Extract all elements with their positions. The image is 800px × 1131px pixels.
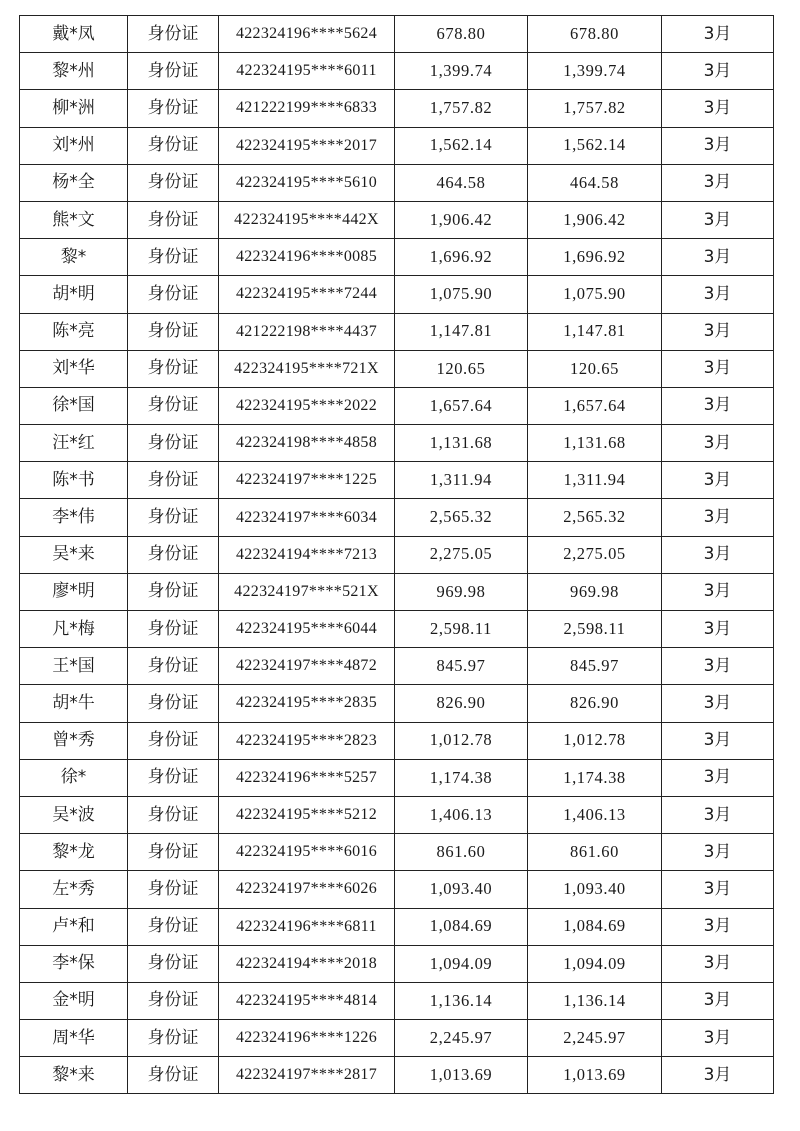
id-number-cell: 422324196****0085 bbox=[219, 239, 395, 276]
month-cell: 3月 bbox=[662, 350, 774, 387]
amount-cell: 1,131.68 bbox=[395, 425, 528, 462]
amount-cell: 1,906.42 bbox=[395, 201, 528, 238]
id-number-cell: 422324194****7213 bbox=[219, 536, 395, 573]
id-number-cell: 422324195****721X bbox=[219, 350, 395, 387]
month-cell: 3月 bbox=[662, 611, 774, 648]
table-row bbox=[20, 387, 774, 424]
paid-amount-cell: 826.90 bbox=[528, 685, 662, 722]
amount-cell: 1,696.92 bbox=[395, 239, 528, 276]
id-number-cell: 422324194****2018 bbox=[219, 945, 395, 982]
id-number-cell: 421222199****6833 bbox=[219, 90, 395, 127]
id-type-cell: 身份证 bbox=[128, 164, 219, 201]
name-cell: 左*秀 bbox=[20, 871, 128, 908]
name-cell: 黎* bbox=[20, 239, 128, 276]
id-number-cell: 422324196****5624 bbox=[219, 16, 395, 53]
amount-cell: 678.80 bbox=[395, 16, 528, 53]
month-cell: 3月 bbox=[662, 462, 774, 499]
name-cell: 杨*全 bbox=[20, 164, 128, 201]
id-type-cell: 身份证 bbox=[128, 1057, 219, 1094]
month-cell: 3月 bbox=[662, 16, 774, 53]
paid-amount-cell: 1,131.68 bbox=[528, 425, 662, 462]
paid-amount-cell: 1,399.74 bbox=[528, 53, 662, 90]
name-cell: 胡*牛 bbox=[20, 685, 128, 722]
id-number-cell: 422324195****7244 bbox=[219, 276, 395, 313]
amount-cell: 1,406.13 bbox=[395, 796, 528, 833]
table-row bbox=[20, 648, 774, 685]
amount-cell: 1,012.78 bbox=[395, 722, 528, 759]
month-cell: 3月 bbox=[662, 90, 774, 127]
amount-cell: 1,084.69 bbox=[395, 908, 528, 945]
paid-amount-cell: 1,147.81 bbox=[528, 313, 662, 350]
id-number-cell: 422324195****2823 bbox=[219, 722, 395, 759]
paid-amount-cell: 845.97 bbox=[528, 648, 662, 685]
id-type-cell: 身份证 bbox=[128, 387, 219, 424]
paid-amount-cell: 120.65 bbox=[528, 350, 662, 387]
month-cell: 3月 bbox=[662, 387, 774, 424]
paid-amount-cell: 1,136.14 bbox=[528, 982, 662, 1019]
month-cell: 3月 bbox=[662, 164, 774, 201]
amount-cell: 2,565.32 bbox=[395, 499, 528, 536]
amount-cell: 2,275.05 bbox=[395, 536, 528, 573]
table-row bbox=[20, 722, 774, 759]
name-cell: 徐*国 bbox=[20, 387, 128, 424]
name-cell: 李*保 bbox=[20, 945, 128, 982]
month-cell: 3月 bbox=[662, 536, 774, 573]
table-row bbox=[20, 759, 774, 796]
table-row bbox=[20, 90, 774, 127]
name-cell: 陈*亮 bbox=[20, 313, 128, 350]
month-cell: 3月 bbox=[662, 834, 774, 871]
name-cell: 李*伟 bbox=[20, 499, 128, 536]
month-cell: 3月 bbox=[662, 871, 774, 908]
paid-amount-cell: 861.60 bbox=[528, 834, 662, 871]
paid-amount-cell: 464.58 bbox=[528, 164, 662, 201]
table-row bbox=[20, 276, 774, 313]
amount-cell: 845.97 bbox=[395, 648, 528, 685]
month-cell: 3月 bbox=[662, 1057, 774, 1094]
id-number-cell: 422324195****2835 bbox=[219, 685, 395, 722]
amount-cell: 1,093.40 bbox=[395, 871, 528, 908]
name-cell: 吴*波 bbox=[20, 796, 128, 833]
amount-cell: 1,147.81 bbox=[395, 313, 528, 350]
amount-cell: 2,598.11 bbox=[395, 611, 528, 648]
paid-amount-cell: 1,013.69 bbox=[528, 1057, 662, 1094]
table-row bbox=[20, 834, 774, 871]
id-number-cell: 422324198****4858 bbox=[219, 425, 395, 462]
id-type-cell: 身份证 bbox=[128, 276, 219, 313]
month-cell: 3月 bbox=[662, 499, 774, 536]
id-type-cell: 身份证 bbox=[128, 127, 219, 164]
paid-amount-cell: 1,075.90 bbox=[528, 276, 662, 313]
name-cell: 黎*州 bbox=[20, 53, 128, 90]
table-row bbox=[20, 350, 774, 387]
id-type-cell: 身份证 bbox=[128, 90, 219, 127]
id-type-cell: 身份证 bbox=[128, 313, 219, 350]
paid-amount-cell: 1,174.38 bbox=[528, 759, 662, 796]
month-cell: 3月 bbox=[662, 796, 774, 833]
name-cell: 曾*秀 bbox=[20, 722, 128, 759]
month-cell: 3月 bbox=[662, 945, 774, 982]
paid-amount-cell: 678.80 bbox=[528, 16, 662, 53]
id-type-cell: 身份证 bbox=[128, 1020, 219, 1057]
table-row bbox=[20, 239, 774, 276]
name-cell: 卢*和 bbox=[20, 908, 128, 945]
table-row bbox=[20, 201, 774, 238]
table-row bbox=[20, 871, 774, 908]
id-number-cell: 422324195****2017 bbox=[219, 127, 395, 164]
amount-cell: 826.90 bbox=[395, 685, 528, 722]
amount-cell: 1,174.38 bbox=[395, 759, 528, 796]
id-number-cell: 422324197****6026 bbox=[219, 871, 395, 908]
table-row bbox=[20, 1057, 774, 1094]
table-row bbox=[20, 685, 774, 722]
id-number-cell: 422324197****521X bbox=[219, 573, 395, 610]
table-body bbox=[20, 16, 774, 1094]
paid-amount-cell: 1,406.13 bbox=[528, 796, 662, 833]
table-row bbox=[20, 53, 774, 90]
month-cell: 3月 bbox=[662, 239, 774, 276]
name-cell: 周*华 bbox=[20, 1020, 128, 1057]
id-type-cell: 身份证 bbox=[128, 908, 219, 945]
amount-cell: 1,657.64 bbox=[395, 387, 528, 424]
table-row bbox=[20, 982, 774, 1019]
name-cell: 刘*华 bbox=[20, 350, 128, 387]
table-row bbox=[20, 796, 774, 833]
name-cell: 金*明 bbox=[20, 982, 128, 1019]
id-number-cell: 422324196****5257 bbox=[219, 759, 395, 796]
month-cell: 3月 bbox=[662, 276, 774, 313]
table-row bbox=[20, 945, 774, 982]
id-number-cell: 422324197****1225 bbox=[219, 462, 395, 499]
amount-cell: 1,562.14 bbox=[395, 127, 528, 164]
month-cell: 3月 bbox=[662, 759, 774, 796]
table-row bbox=[20, 611, 774, 648]
id-number-cell: 422324197****4872 bbox=[219, 648, 395, 685]
paid-amount-cell: 1,012.78 bbox=[528, 722, 662, 759]
id-type-cell: 身份证 bbox=[128, 239, 219, 276]
id-number-cell: 422324195****5212 bbox=[219, 796, 395, 833]
id-type-cell: 身份证 bbox=[128, 462, 219, 499]
month-cell: 3月 bbox=[662, 648, 774, 685]
id-type-cell: 身份证 bbox=[128, 796, 219, 833]
id-number-cell: 421222198****4437 bbox=[219, 313, 395, 350]
id-number-cell: 422324196****1226 bbox=[219, 1020, 395, 1057]
paid-amount-cell: 1,757.82 bbox=[528, 90, 662, 127]
id-type-cell: 身份证 bbox=[128, 722, 219, 759]
name-cell: 黎*来 bbox=[20, 1057, 128, 1094]
paid-amount-cell: 1,562.14 bbox=[528, 127, 662, 164]
id-type-cell: 身份证 bbox=[128, 611, 219, 648]
month-cell: 3月 bbox=[662, 313, 774, 350]
paid-amount-cell: 2,275.05 bbox=[528, 536, 662, 573]
paid-amount-cell: 1,311.94 bbox=[528, 462, 662, 499]
paid-amount-cell: 1,094.09 bbox=[528, 945, 662, 982]
paid-amount-cell: 1,696.92 bbox=[528, 239, 662, 276]
amount-cell: 1,311.94 bbox=[395, 462, 528, 499]
id-type-cell: 身份证 bbox=[128, 425, 219, 462]
paid-amount-cell: 2,245.97 bbox=[528, 1020, 662, 1057]
paid-amount-cell: 2,598.11 bbox=[528, 611, 662, 648]
month-cell: 3月 bbox=[662, 53, 774, 90]
amount-cell: 1,094.09 bbox=[395, 945, 528, 982]
id-number-cell: 422324195****5610 bbox=[219, 164, 395, 201]
name-cell: 柳*洲 bbox=[20, 90, 128, 127]
id-type-cell: 身份证 bbox=[128, 871, 219, 908]
id-type-cell: 身份证 bbox=[128, 573, 219, 610]
month-cell: 3月 bbox=[662, 201, 774, 238]
name-cell: 黎*龙 bbox=[20, 834, 128, 871]
amount-cell: 1,399.74 bbox=[395, 53, 528, 90]
month-cell: 3月 bbox=[662, 908, 774, 945]
id-type-cell: 身份证 bbox=[128, 53, 219, 90]
amount-cell: 1,757.82 bbox=[395, 90, 528, 127]
paid-amount-cell: 2,565.32 bbox=[528, 499, 662, 536]
paid-amount-cell: 1,093.40 bbox=[528, 871, 662, 908]
amount-cell: 861.60 bbox=[395, 834, 528, 871]
paid-amount-cell: 1,657.64 bbox=[528, 387, 662, 424]
month-cell: 3月 bbox=[662, 573, 774, 610]
amount-cell: 464.58 bbox=[395, 164, 528, 201]
table-row bbox=[20, 313, 774, 350]
table-row bbox=[20, 573, 774, 610]
id-number-cell: 422324195****4814 bbox=[219, 982, 395, 1019]
table-row bbox=[20, 499, 774, 536]
paid-amount-cell: 969.98 bbox=[528, 573, 662, 610]
id-number-cell: 422324196****6811 bbox=[219, 908, 395, 945]
table-row bbox=[20, 908, 774, 945]
id-type-cell: 身份证 bbox=[128, 685, 219, 722]
name-cell: 陈*书 bbox=[20, 462, 128, 499]
id-type-cell: 身份证 bbox=[128, 945, 219, 982]
id-number-cell: 422324195****2022 bbox=[219, 387, 395, 424]
id-type-cell: 身份证 bbox=[128, 201, 219, 238]
table-row bbox=[20, 1020, 774, 1057]
payment-table bbox=[19, 15, 774, 1094]
amount-cell: 1,013.69 bbox=[395, 1057, 528, 1094]
id-type-cell: 身份证 bbox=[128, 499, 219, 536]
id-number-cell: 422324197****6034 bbox=[219, 499, 395, 536]
name-cell: 吴*来 bbox=[20, 536, 128, 573]
id-type-cell: 身份证 bbox=[128, 759, 219, 796]
id-type-cell: 身份证 bbox=[128, 350, 219, 387]
id-type-cell: 身份证 bbox=[128, 16, 219, 53]
table-row bbox=[20, 462, 774, 499]
name-cell: 廖*明 bbox=[20, 573, 128, 610]
id-number-cell: 422324195****6016 bbox=[219, 834, 395, 871]
name-cell: 戴*凤 bbox=[20, 16, 128, 53]
amount-cell: 1,075.90 bbox=[395, 276, 528, 313]
id-number-cell: 422324197****2817 bbox=[219, 1057, 395, 1094]
id-number-cell: 422324195****6044 bbox=[219, 611, 395, 648]
month-cell: 3月 bbox=[662, 425, 774, 462]
id-type-cell: 身份证 bbox=[128, 536, 219, 573]
table-row bbox=[20, 425, 774, 462]
id-number-cell: 422324195****442X bbox=[219, 201, 395, 238]
month-cell: 3月 bbox=[662, 722, 774, 759]
name-cell: 刘*州 bbox=[20, 127, 128, 164]
amount-cell: 2,245.97 bbox=[395, 1020, 528, 1057]
amount-cell: 120.65 bbox=[395, 350, 528, 387]
id-type-cell: 身份证 bbox=[128, 982, 219, 1019]
month-cell: 3月 bbox=[662, 685, 774, 722]
id-number-cell: 422324195****6011 bbox=[219, 53, 395, 90]
name-cell: 凡*梅 bbox=[20, 611, 128, 648]
table-row bbox=[20, 164, 774, 201]
month-cell: 3月 bbox=[662, 127, 774, 164]
amount-cell: 969.98 bbox=[395, 573, 528, 610]
month-cell: 3月 bbox=[662, 982, 774, 1019]
id-type-cell: 身份证 bbox=[128, 834, 219, 871]
table-row bbox=[20, 16, 774, 53]
table-row bbox=[20, 536, 774, 573]
name-cell: 熊*文 bbox=[20, 201, 128, 238]
name-cell: 王*国 bbox=[20, 648, 128, 685]
paid-amount-cell: 1,906.42 bbox=[528, 201, 662, 238]
table-row bbox=[20, 127, 774, 164]
month-cell: 3月 bbox=[662, 1020, 774, 1057]
id-type-cell: 身份证 bbox=[128, 648, 219, 685]
amount-cell: 1,136.14 bbox=[395, 982, 528, 1019]
name-cell: 徐* bbox=[20, 759, 128, 796]
name-cell: 汪*红 bbox=[20, 425, 128, 462]
name-cell: 胡*明 bbox=[20, 276, 128, 313]
paid-amount-cell: 1,084.69 bbox=[528, 908, 662, 945]
